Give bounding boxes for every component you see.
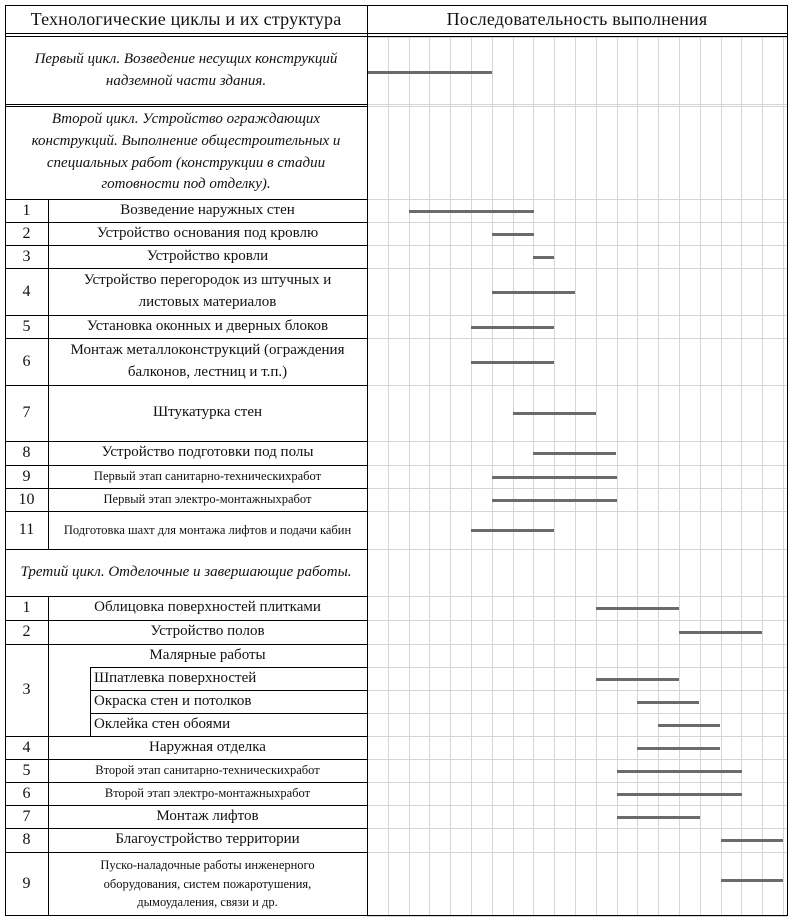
gantt-bar-t6 [617, 793, 742, 796]
border-line [5, 268, 367, 269]
row-number: 4 [22, 738, 31, 756]
border-line [5, 596, 367, 597]
grid-row-line [367, 596, 787, 597]
gantt-bar-r11 [471, 529, 554, 532]
border-line [48, 199, 49, 549]
grid-row-line [367, 805, 787, 806]
row-number: 4 [22, 282, 31, 300]
gantt-bar-t3c [658, 724, 720, 727]
grid-row-line [367, 511, 787, 512]
border-line [5, 805, 367, 806]
grid-row-line [367, 104, 787, 105]
row-label: Подготовка шахт для монтажа лифтов и подачи кабин [63, 522, 352, 537]
grid-row-line [367, 620, 787, 621]
border-line [5, 106, 367, 107]
row-label: Первый этап санитарно-техническихработ [93, 469, 322, 484]
border-line [90, 667, 367, 668]
gantt-bar-r3 [533, 256, 554, 259]
gantt-bar-t7 [617, 816, 700, 819]
row-label: Наружная отделка [149, 738, 266, 755]
grid-row-line [367, 315, 787, 316]
row-number: 8 [22, 444, 31, 462]
row-number: 9 [22, 875, 31, 893]
cycle-3-title: Третий цикл. Отделочные и завершающие работы. [20, 563, 352, 580]
gantt-bar-t8 [721, 839, 783, 842]
grid-column-line [429, 37, 430, 916]
row-sublabel: Шпатлевка поверхностей [94, 669, 257, 686]
border-line [5, 488, 367, 489]
grid-row-line [367, 713, 787, 714]
grid-column-line [679, 37, 680, 916]
row-sublabel: Окраска стен и потолков [94, 692, 252, 709]
header-sequence: Последовательность выполнения [446, 8, 708, 29]
grid-row-line [367, 268, 787, 269]
gantt-bar-t5 [617, 770, 742, 773]
row-label: Монтаж лифтов [156, 807, 259, 824]
grid-column-line [637, 37, 638, 916]
grid-column-line [471, 37, 472, 916]
gantt-bar-t3a [596, 678, 679, 681]
row-number: 8 [22, 831, 31, 849]
cycle-1-title: Первый цикл. Возведение несущих конструкций надземной части здания. [34, 50, 338, 89]
row-label: Монтаж металлоконструкций (ограждения балконов, лестниц и т.п.) [70, 341, 345, 380]
row-label: Установка оконных и дверных блоков [86, 317, 329, 334]
grid-row-line [367, 759, 787, 760]
row-number: 5 [22, 317, 31, 335]
row-label: Возведение наружных стен [120, 201, 295, 218]
grid-row-line [367, 828, 787, 829]
border-line [367, 5, 368, 916]
border-line [90, 713, 367, 714]
row-number: 7 [22, 807, 31, 825]
gantt-bar-r7 [513, 412, 596, 415]
border-line [787, 5, 788, 916]
grid-column-line [450, 37, 451, 916]
row-label: Устройство полов [150, 623, 265, 640]
row-number: 1 [22, 201, 31, 219]
row-number: 1 [22, 599, 31, 617]
row-label: Устройство подготовки под полы [101, 444, 314, 461]
grid-row-line [367, 245, 787, 246]
border-line [5, 736, 367, 737]
grid-column-line [388, 37, 389, 916]
row-number: 5 [22, 761, 31, 779]
row-label: Благоустройство территории [115, 831, 300, 848]
border-line [5, 620, 367, 621]
border-line [5, 104, 367, 105]
border-line [5, 5, 788, 6]
border-line [5, 222, 367, 223]
border-line [5, 828, 367, 829]
grid-row-line [367, 782, 787, 783]
border-line [5, 782, 367, 783]
row-label: Штукатурка стен [152, 404, 263, 421]
row-label: Устройство основания под кровлю [96, 224, 319, 241]
grid-row-line [367, 488, 787, 489]
row-label: Второй этап санитарно-техническихработ [95, 763, 320, 778]
grid-column-line [658, 37, 659, 916]
row-number: 11 [18, 521, 35, 539]
row-number: 3 [22, 247, 31, 265]
grid-column-line [741, 37, 742, 916]
border-line [5, 385, 367, 386]
gantt-bar-r4 [492, 291, 575, 294]
row-number: 2 [22, 224, 31, 242]
grid-row-line [367, 465, 787, 466]
row-label: Пуско-наладочные работы инженерного оборудования, систем пожаротушения, дымоудаления, связи и др. [100, 857, 315, 910]
header-structure: Технологические циклы и их структура [30, 8, 342, 29]
grid-row-line [367, 385, 787, 386]
row-sublabel: Оклейка стен обоями [94, 715, 231, 732]
border-line [5, 199, 367, 200]
border-line [5, 511, 367, 512]
grid-row-line [367, 106, 787, 107]
grid-column-line [783, 37, 784, 916]
border-line [5, 5, 6, 916]
border-line [48, 596, 49, 916]
gantt-bar-r1 [409, 210, 534, 213]
row-number: 6 [22, 352, 31, 370]
cycle-2-title: Второй цикл. Устройство ограждающих конструкций. Выполнение общестроительных и специальных работ (конструкции в стадии готовности под отделку). [31, 111, 341, 193]
gantt-bar-r6 [471, 361, 554, 364]
grid-row-line [367, 644, 787, 645]
grid-column-line [409, 37, 410, 916]
grid-row-line [367, 736, 787, 737]
row-label: Первый этап электро-монтажныхработ [103, 492, 312, 507]
row-number: 9 [22, 467, 31, 485]
border-line [5, 549, 367, 550]
border-line [90, 690, 367, 691]
row-label: Облицовка поверхностей плитками [94, 599, 321, 616]
grid-row-line [367, 441, 787, 442]
grid-row-line [367, 549, 787, 550]
border-line [5, 441, 367, 442]
gantt-bar-t9 [721, 879, 783, 882]
border-line [5, 315, 367, 316]
grid-column-line [617, 37, 618, 916]
border-line [5, 915, 788, 916]
grid-column-line [700, 37, 701, 916]
gantt-bar-t1 [596, 607, 679, 610]
grid-row-line [367, 916, 787, 917]
row-label: Малярные работы [149, 646, 266, 663]
border-line [90, 667, 91, 736]
border-line [5, 465, 367, 466]
grid-row-line [367, 667, 787, 668]
gantt-bar-t4 [637, 747, 720, 750]
gantt-bar-t2 [679, 631, 762, 634]
border-line [5, 644, 367, 645]
row-number: 3 [22, 681, 31, 699]
row-label: Второй этап электро-монтажныхработ [104, 786, 311, 801]
row-number: 2 [22, 623, 31, 641]
border-line [5, 759, 367, 760]
row-number: 6 [22, 784, 31, 802]
grid-row-line [367, 690, 787, 691]
gantt-bar-r8 [533, 452, 616, 455]
border-line [5, 36, 788, 37]
grid-row-line [367, 37, 787, 38]
border-line [5, 245, 367, 246]
gantt-bar-c1 [367, 71, 492, 74]
border-line [5, 33, 788, 34]
gantt-bar-r5 [471, 326, 554, 329]
grid-column-line [721, 37, 722, 916]
border-line [5, 852, 367, 853]
grid-row-line [367, 852, 787, 853]
gantt-bar-r2 [492, 233, 534, 236]
gantt-bar-r9 [492, 476, 617, 479]
border-line [5, 338, 367, 339]
row-number: 7 [22, 404, 31, 422]
grid-row-line [367, 199, 787, 200]
grid-row-line [367, 338, 787, 339]
grid-row-line [367, 222, 787, 223]
row-number: 10 [18, 490, 35, 508]
grid-column-line [762, 37, 763, 916]
row-label: Устройство перегородок из штучных и листовых материалов [83, 271, 332, 310]
gantt-bar-t3b [637, 701, 699, 704]
gantt-bar-r10 [492, 499, 617, 502]
row-label: Устройство кровли [146, 247, 269, 264]
